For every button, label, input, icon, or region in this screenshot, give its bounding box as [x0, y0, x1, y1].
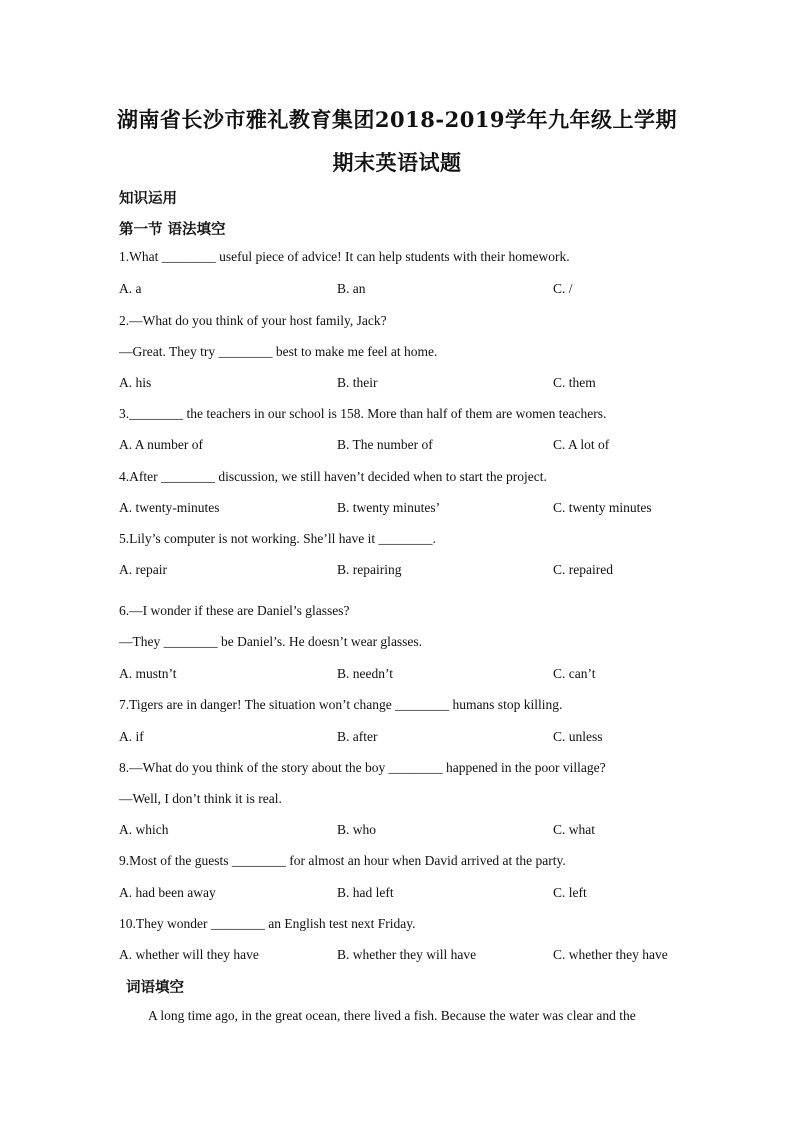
question-9-option-b: B. had left	[337, 885, 394, 900]
question-6-text: 6.—I wonder if these are Daniel’s glasses?	[119, 603, 350, 618]
question-1-option-c: C. /	[553, 281, 573, 296]
question-1-option-b: B. an	[337, 281, 366, 296]
passage-text: A long time ago, in the great ocean, there lived a fish. Because the water was clear and the	[148, 1008, 636, 1023]
question-2-text: —Great. They try ________ best to make me feel at home.	[119, 344, 438, 359]
question-8-text: 8.—What do you think of the story about the boy ________ happened in the poor village?	[119, 760, 606, 775]
page-title: 湖南省长沙市雅礼教育集团2018-2019学年九年级上学期	[116, 107, 678, 132]
question-10-option-a: A. whether will they have	[119, 947, 259, 962]
question-6-option-b: B. needn’t	[337, 666, 393, 681]
question-9-text: 9.Most of the guests ________ for almost an hour when David arrived at the party.	[119, 853, 566, 868]
question-5-text: 5.Lily’s computer is not working. She’ll have it ________.	[119, 531, 436, 546]
question-7-text: 7.Tigers are in danger! The situation won’t change ________ humans stop killing.	[119, 697, 563, 712]
question-5-option-c: C. repaired	[553, 562, 613, 577]
question-4-text: 4.After ________ discussion, we still haven’t decided when to start the project.	[119, 469, 547, 484]
question-7-option-a: A. if	[119, 729, 144, 744]
question-7-option-b: B. after	[337, 729, 378, 744]
question-3-text: 3.________ the teachers in our school is 158. More than half of them are women teachers.	[119, 406, 607, 421]
question-4-option-c: C. twenty minutes	[553, 500, 652, 515]
page-subtitle: 期末英语试题	[332, 150, 462, 175]
part-heading: 知识运用	[119, 191, 177, 207]
question-8-option-b: B. who	[337, 822, 377, 837]
question-5-option-a: A. repair	[119, 562, 167, 577]
question-1-option-a: A. a	[119, 281, 142, 296]
question-8-option-c: C. what	[553, 822, 595, 837]
question-1-text: 1.What ________ useful piece of advice! It can help students with their homework.	[119, 249, 570, 264]
question-6-option-c: C. can’t	[553, 666, 596, 681]
question-5-option-b: B. repairing	[337, 562, 402, 577]
question-3-option-b: B. The number of	[337, 437, 433, 452]
question-9-option-c: C. left	[553, 885, 587, 900]
question-8-option-a: A. which	[119, 822, 169, 837]
question-10-option-c: C. whether they have	[553, 947, 668, 962]
question-8-text: —Well, I don’t think it is real.	[119, 791, 282, 806]
question-3-option-c: C. A lot of	[553, 437, 610, 452]
question-3-option-a: A. A number of	[119, 437, 203, 452]
question-7-option-c: C. unless	[553, 729, 603, 744]
question-4-option-b: B. twenty minutes’	[337, 500, 441, 515]
question-2-option-a: A. his	[119, 375, 152, 390]
section-heading-grammar: 第一节 语法填空	[119, 222, 226, 238]
question-2-option-b: B. their	[337, 375, 378, 390]
question-6-text: —They ________ be Daniel’s. He doesn’t wear glasses.	[119, 634, 423, 649]
question-4-option-a: A. twenty-minutes	[119, 500, 220, 515]
question-2-option-c: C. them	[553, 375, 596, 390]
section-heading-vocabulary: 词语填空	[126, 980, 184, 996]
question-9-option-a: A. had been away	[119, 885, 216, 900]
question-10-text: 10.They wonder ________ an English test next Friday.	[119, 916, 416, 931]
question-2-text: 2.—What do you think of your host family, Jack?	[119, 313, 387, 328]
question-10-option-b: B. whether they will have	[337, 947, 477, 962]
question-6-option-a: A. mustn’t	[119, 666, 177, 681]
